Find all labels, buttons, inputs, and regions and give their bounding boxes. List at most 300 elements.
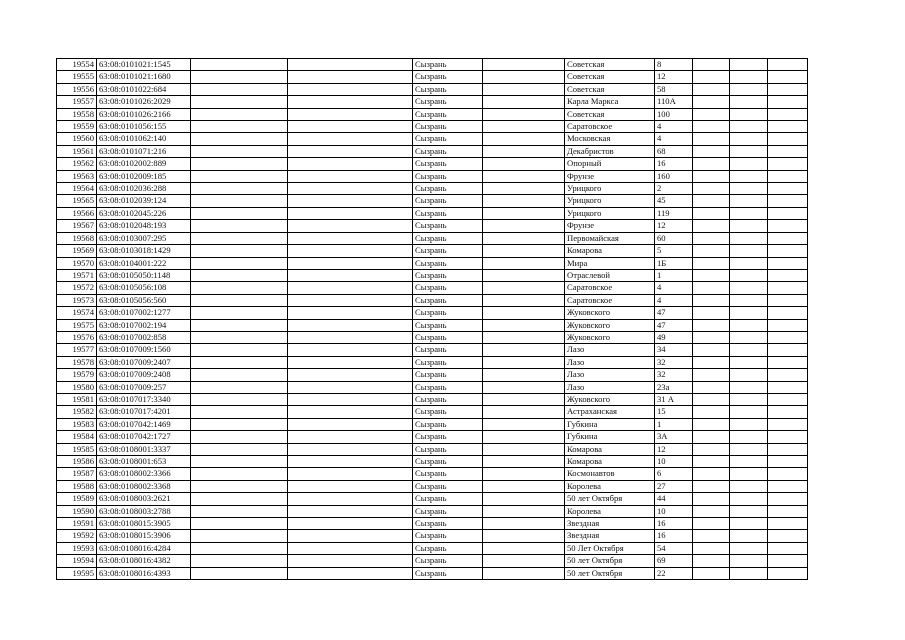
empty-col-11-cell [768,493,808,505]
empty-col-3-cell [191,307,288,319]
cadastral-number-cell: 63:08:0108001:3337 [97,443,191,455]
street-cell: Комарова [565,245,655,257]
house-number-cell: 2 [655,183,693,195]
empty-col-4-cell [288,456,413,468]
empty-col-4-cell [288,505,413,517]
empty-col-6-cell [483,108,565,120]
empty-col-3-cell [191,567,288,579]
city-cell: Сызрань [413,567,483,579]
empty-col-10-cell [730,369,768,381]
empty-col-9-cell [693,96,730,108]
table-row [57,555,808,567]
city-cell: Сызрань [413,83,483,95]
table-row [57,468,808,480]
city-cell: Сызрань [413,319,483,331]
street-cell: Звездная [565,518,655,530]
row-number-cell: 19571 [57,269,97,281]
cadastral-number-cell: 63:08:0107002:194 [97,319,191,331]
row-number-cell: 19567 [57,220,97,232]
cadastral-number-cell: 63:08:0108003:2621 [97,493,191,505]
empty-col-9-cell [693,369,730,381]
house-number-cell: 58 [655,83,693,95]
table-row [57,282,808,294]
empty-col-6-cell [483,269,565,281]
empty-col-9-cell [693,406,730,418]
empty-col-3-cell [191,282,288,294]
street-cell: Лазо [565,381,655,393]
city-cell: Сызрань [413,480,483,492]
table-row [57,369,808,381]
table-row [57,393,808,405]
city-cell: Сызрань [413,207,483,219]
empty-col-3-cell [191,505,288,517]
empty-col-9-cell [693,269,730,281]
cadastral-number-cell: 63:08:0101026:2166 [97,108,191,120]
row-number-cell: 19562 [57,158,97,170]
street-cell: Советская [565,59,655,71]
city-cell: Сызрань [413,431,483,443]
empty-col-3-cell [191,356,288,368]
house-number-cell: 160 [655,170,693,182]
house-number-cell: 60 [655,232,693,244]
city-cell: Сызрань [413,418,483,430]
row-number-cell: 19560 [57,133,97,145]
empty-col-10-cell [730,418,768,430]
empty-col-4-cell [288,307,413,319]
empty-col-3-cell [191,71,288,83]
empty-col-9-cell [693,245,730,257]
empty-col-11-cell [768,505,808,517]
empty-col-6-cell [483,59,565,71]
empty-col-9-cell [693,431,730,443]
table-row [57,108,808,120]
empty-col-3-cell [191,393,288,405]
cadastral-number-cell: 63:08:0107002:858 [97,331,191,343]
street-cell: Астраханская [565,406,655,418]
empty-col-3-cell [191,195,288,207]
empty-col-6-cell [483,220,565,232]
cadastral-number-cell: 63:08:0105056:560 [97,294,191,306]
empty-col-10-cell [730,307,768,319]
cadastral-number-cell: 63:08:0108001:653 [97,456,191,468]
street-cell: Карла Маркса [565,96,655,108]
empty-col-4-cell [288,443,413,455]
empty-col-6-cell [483,232,565,244]
street-cell: Жуковского [565,331,655,343]
empty-col-3-cell [191,121,288,133]
empty-col-9-cell [693,344,730,356]
street-cell: Звездная [565,530,655,542]
empty-col-4-cell [288,170,413,182]
table-row [57,493,808,505]
empty-col-6-cell [483,319,565,331]
empty-col-10-cell [730,83,768,95]
city-cell: Сызрань [413,381,483,393]
empty-col-11-cell [768,567,808,579]
table-row [57,381,808,393]
empty-col-11-cell [768,170,808,182]
street-cell: Фрунзе [565,220,655,232]
city-cell: Сызрань [413,294,483,306]
empty-col-3-cell [191,431,288,443]
empty-col-9-cell [693,108,730,120]
house-number-cell: 32 [655,356,693,368]
row-number-cell: 19576 [57,331,97,343]
street-cell: Лазо [565,344,655,356]
empty-col-9-cell [693,71,730,83]
empty-col-9-cell [693,207,730,219]
house-number-cell: 119 [655,207,693,219]
empty-col-9-cell [693,183,730,195]
house-number-cell: 3А [655,431,693,443]
empty-col-10-cell [730,567,768,579]
row-number-cell: 19587 [57,468,97,480]
city-cell: Сызрань [413,331,483,343]
street-cell: Мира [565,257,655,269]
street-cell: Опорный [565,158,655,170]
house-number-cell: 49 [655,331,693,343]
empty-col-3-cell [191,406,288,418]
empty-col-11-cell [768,121,808,133]
empty-col-6-cell [483,121,565,133]
cadastral-number-cell: 63:08:0103007:295 [97,232,191,244]
row-number-cell: 19570 [57,257,97,269]
empty-col-4-cell [288,331,413,343]
cadastral-number-cell: 63:08:0108016:4393 [97,567,191,579]
cadastral-number-cell: 63:08:0101056:155 [97,121,191,133]
empty-col-4-cell [288,232,413,244]
house-number-cell: 68 [655,145,693,157]
house-number-cell: 6 [655,468,693,480]
empty-col-10-cell [730,555,768,567]
empty-col-11-cell [768,59,808,71]
city-cell: Сызрань [413,108,483,120]
empty-col-11-cell [768,108,808,120]
cadastral-number-cell: 63:08:0107002:1277 [97,307,191,319]
empty-col-4-cell [288,207,413,219]
empty-col-6-cell [483,555,565,567]
empty-col-4-cell [288,108,413,120]
row-number-cell: 19572 [57,282,97,294]
row-number-cell: 19592 [57,530,97,542]
empty-col-10-cell [730,294,768,306]
street-cell: Комарова [565,443,655,455]
cadastral-number-cell: 63:08:0108016:4284 [97,542,191,554]
house-number-cell: 12 [655,443,693,455]
table-row [57,418,808,430]
house-number-cell: 47 [655,319,693,331]
row-number-cell: 19575 [57,319,97,331]
empty-col-4-cell [288,294,413,306]
empty-col-4-cell [288,257,413,269]
house-number-cell: 47 [655,307,693,319]
city-cell: Сызрань [413,158,483,170]
house-number-cell: 12 [655,71,693,83]
empty-col-6-cell [483,393,565,405]
street-cell: Жуковского [565,319,655,331]
cadastral-number-cell: 63:08:0101021:1680 [97,71,191,83]
cadastral-number-cell: 63:08:0101021:1545 [97,59,191,71]
street-cell: Советская [565,83,655,95]
empty-col-3-cell [191,245,288,257]
empty-col-9-cell [693,331,730,343]
empty-col-10-cell [730,133,768,145]
empty-col-11-cell [768,431,808,443]
empty-col-3-cell [191,518,288,530]
city-cell: Сызрань [413,530,483,542]
cadastral-number-cell: 63:08:0108002:3366 [97,468,191,480]
house-number-cell: 110А [655,96,693,108]
empty-col-10-cell [730,220,768,232]
empty-col-10-cell [730,269,768,281]
street-cell: Декабристов [565,145,655,157]
empty-col-9-cell [693,59,730,71]
table-row [57,443,808,455]
empty-col-6-cell [483,83,565,95]
house-number-cell: 1Б [655,257,693,269]
empty-col-3-cell [191,344,288,356]
cadastral-number-cell: 63:08:0101022:684 [97,83,191,95]
empty-col-3-cell [191,493,288,505]
empty-col-3-cell [191,96,288,108]
city-cell: Сызрань [413,356,483,368]
empty-col-11-cell [768,183,808,195]
row-number-cell: 19568 [57,232,97,244]
city-cell: Сызрань [413,183,483,195]
empty-col-11-cell [768,257,808,269]
house-number-cell: 16 [655,518,693,530]
empty-col-11-cell [768,319,808,331]
empty-col-9-cell [693,294,730,306]
row-number-cell: 19574 [57,307,97,319]
table-row [57,245,808,257]
cadastral-number-cell: 63:08:0105050:1148 [97,269,191,281]
empty-col-10-cell [730,518,768,530]
street-cell: Отраслевой [565,269,655,281]
empty-col-4-cell [288,282,413,294]
row-number-cell: 19563 [57,170,97,182]
empty-col-3-cell [191,369,288,381]
empty-col-3-cell [191,170,288,182]
city-cell: Сызрань [413,406,483,418]
table-row [57,431,808,443]
empty-col-9-cell [693,83,730,95]
empty-col-6-cell [483,493,565,505]
row-number-cell: 19584 [57,431,97,443]
house-number-cell: 45 [655,195,693,207]
city-cell: Сызрань [413,71,483,83]
cadastral-number-cell: 63:08:0101026:2029 [97,96,191,108]
empty-col-11-cell [768,195,808,207]
empty-col-10-cell [730,542,768,554]
table-row [57,456,808,468]
empty-col-6-cell [483,505,565,517]
house-number-cell: 16 [655,530,693,542]
street-cell: 50 лет Октября [565,555,655,567]
street-cell: 50 Лет Октября [565,542,655,554]
empty-col-9-cell [693,319,730,331]
street-cell: Саратовское [565,121,655,133]
empty-col-9-cell [693,381,730,393]
city-cell: Сызрань [413,245,483,257]
table-row [57,530,808,542]
empty-col-3-cell [191,480,288,492]
empty-col-6-cell [483,307,565,319]
street-cell: Московская [565,133,655,145]
empty-col-6-cell [483,356,565,368]
empty-col-10-cell [730,493,768,505]
table-row [57,71,808,83]
street-cell: Первомайская [565,232,655,244]
empty-col-3-cell [191,468,288,480]
row-number-cell: 19594 [57,555,97,567]
street-cell: 50 лет Октября [565,493,655,505]
street-cell: Королева [565,505,655,517]
empty-col-4-cell [288,480,413,492]
city-cell: Сызрань [413,170,483,182]
cadastral-number-cell: 63:08:0103018:1429 [97,245,191,257]
empty-col-4-cell [288,96,413,108]
house-number-cell: 1 [655,269,693,281]
city-cell: Сызрань [413,468,483,480]
empty-col-10-cell [730,393,768,405]
empty-col-6-cell [483,406,565,418]
city-cell: Сызрань [413,456,483,468]
house-number-cell: 8 [655,59,693,71]
city-cell: Сызрань [413,220,483,232]
empty-col-4-cell [288,518,413,530]
empty-col-6-cell [483,530,565,542]
house-number-cell: 54 [655,542,693,554]
empty-col-9-cell [693,443,730,455]
empty-col-10-cell [730,381,768,393]
house-number-cell: 4 [655,121,693,133]
cadastral-number-cell: 63:08:0102045:226 [97,207,191,219]
street-cell: 50 лет Октября [565,567,655,579]
table-row [57,170,808,182]
empty-col-3-cell [191,108,288,120]
empty-col-4-cell [288,319,413,331]
row-number-cell: 19585 [57,443,97,455]
city-cell: Сызрань [413,96,483,108]
table-row [57,518,808,530]
empty-col-11-cell [768,96,808,108]
empty-col-10-cell [730,356,768,368]
street-cell: Губкина [565,418,655,430]
empty-col-10-cell [730,282,768,294]
empty-col-9-cell [693,121,730,133]
empty-col-3-cell [191,232,288,244]
empty-col-11-cell [768,294,808,306]
empty-col-11-cell [768,555,808,567]
empty-col-10-cell [730,245,768,257]
row-number-cell: 19555 [57,71,97,83]
cadastral-number-cell: 63:08:0107017:3340 [97,393,191,405]
city-cell: Сызрань [413,518,483,530]
house-number-cell: 22 [655,567,693,579]
row-number-cell: 19580 [57,381,97,393]
cadastral-number-cell: 63:08:0104001:222 [97,257,191,269]
empty-col-11-cell [768,145,808,157]
street-cell: Саратовское [565,282,655,294]
row-number-cell: 19554 [57,59,97,71]
empty-col-6-cell [483,71,565,83]
empty-col-10-cell [730,108,768,120]
empty-col-9-cell [693,170,730,182]
empty-col-3-cell [191,418,288,430]
empty-col-6-cell [483,480,565,492]
empty-col-6-cell [483,381,565,393]
street-cell: Лазо [565,356,655,368]
empty-col-4-cell [288,245,413,257]
table-row [57,406,808,418]
cadastral-number-cell: 63:08:0102039:124 [97,195,191,207]
city-cell: Сызрань [413,443,483,455]
row-number-cell: 19590 [57,505,97,517]
empty-col-11-cell [768,381,808,393]
table-row [57,356,808,368]
empty-col-9-cell [693,530,730,542]
empty-col-3-cell [191,83,288,95]
empty-col-3-cell [191,145,288,157]
empty-col-6-cell [483,567,565,579]
street-cell: Советская [565,108,655,120]
empty-col-6-cell [483,145,565,157]
empty-col-3-cell [191,183,288,195]
city-cell: Сызрань [413,555,483,567]
house-number-cell: 1 [655,418,693,430]
empty-col-10-cell [730,406,768,418]
empty-col-11-cell [768,83,808,95]
empty-col-11-cell [768,468,808,480]
row-number-cell: 19557 [57,96,97,108]
empty-col-3-cell [191,331,288,343]
cadastral-number-cell: 63:08:0108002:3368 [97,480,191,492]
empty-col-9-cell [693,505,730,517]
empty-col-9-cell [693,493,730,505]
empty-col-10-cell [730,443,768,455]
row-number-cell: 19566 [57,207,97,219]
cadastral-number-cell: 63:08:0108003:2788 [97,505,191,517]
empty-col-10-cell [730,480,768,492]
city-cell: Сызрань [413,195,483,207]
empty-col-4-cell [288,133,413,145]
city-cell: Сызрань [413,121,483,133]
city-cell: Сызрань [413,307,483,319]
street-cell: Комарова [565,456,655,468]
empty-col-9-cell [693,282,730,294]
empty-col-6-cell [483,282,565,294]
house-number-cell: 69 [655,555,693,567]
empty-col-10-cell [730,232,768,244]
street-cell: Жуковского [565,393,655,405]
empty-col-11-cell [768,158,808,170]
street-cell: Фрунзе [565,170,655,182]
empty-col-6-cell [483,158,565,170]
table-row [57,344,808,356]
empty-col-9-cell [693,393,730,405]
empty-col-11-cell [768,71,808,83]
empty-col-11-cell [768,542,808,554]
empty-col-6-cell [483,170,565,182]
city-cell: Сызрань [413,269,483,281]
empty-col-4-cell [288,369,413,381]
city-cell: Сызрань [413,493,483,505]
row-number-cell: 19586 [57,456,97,468]
city-cell: Сызрань [413,59,483,71]
empty-col-11-cell [768,220,808,232]
cadastral-number-cell: 63:08:0108016:4382 [97,555,191,567]
